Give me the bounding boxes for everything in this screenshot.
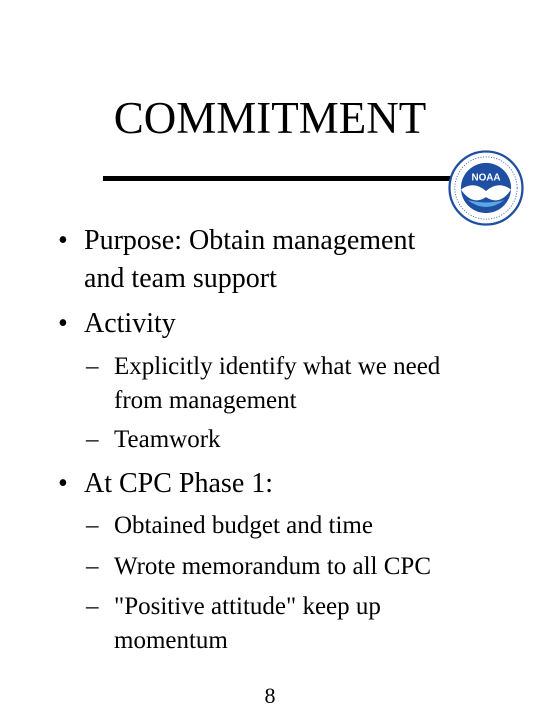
- bullet-2-sub-1-line-2: from management: [114, 387, 297, 414]
- bullet-marker: •: [58, 468, 68, 499]
- dash-marker: –: [86, 353, 99, 380]
- dash-marker: –: [86, 593, 99, 620]
- logo-text: NOAA: [471, 172, 501, 184]
- bullet-3-sub-2-line-1: Wrote memorandum to all CPC: [114, 553, 432, 580]
- bullet-3-sub-3-line-1: "Positive attitude" keep up: [114, 593, 381, 620]
- bullet-3-sub-3-line-2: momentum: [114, 627, 228, 654]
- dash-marker: –: [86, 553, 99, 580]
- dash-marker: –: [86, 512, 99, 539]
- dash-marker: –: [86, 426, 99, 453]
- bullet-marker: •: [58, 308, 68, 339]
- bullet-3-line-1: At CPC Phase 1:: [84, 468, 274, 499]
- bullet-3-sub-1-line-1: Obtained budget and time: [114, 512, 373, 539]
- bullet-2-line-1: Activity: [84, 308, 176, 339]
- slide-title: COMMITMENT: [113, 93, 427, 143]
- bullet-marker: •: [58, 225, 68, 256]
- bullet-2-sub-1-line-1: Explicitly identify what we need: [114, 353, 441, 380]
- bullet-2-sub-2-line-1: Teamwork: [114, 426, 221, 453]
- page-number: 8: [264, 683, 276, 708]
- bullet-1-line-2: and team support: [84, 263, 277, 294]
- bullet-1-line-1: Purpose: Obtain management: [84, 225, 416, 256]
